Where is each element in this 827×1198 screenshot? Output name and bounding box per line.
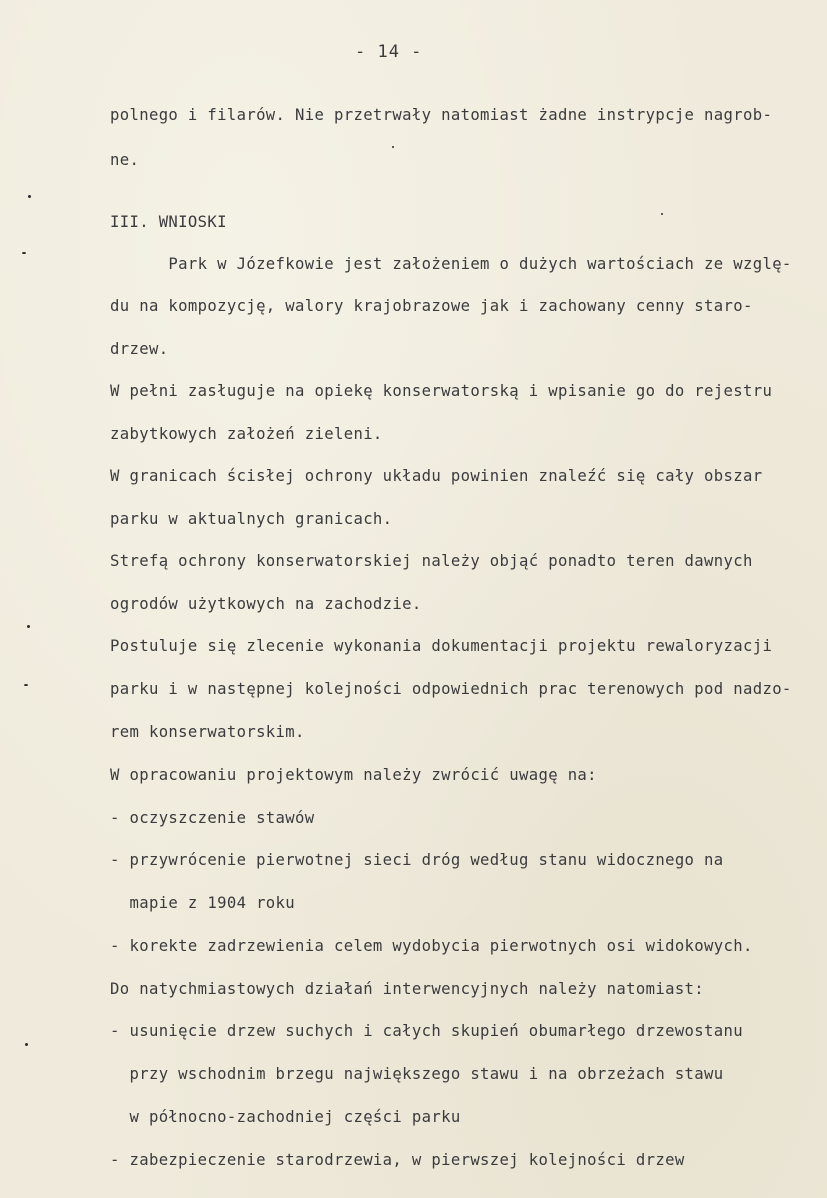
list-item: - oczyszczenie stawów [110,809,315,827]
page-number: - 14 - [355,42,423,62]
scan-speck [661,213,663,215]
list-item: mapie z 1904 roku [110,894,296,912]
scan-speck [28,195,31,198]
text-line: parku i w następnej kolejności odpowiednich prac terenowych pod nadzo- [110,680,792,698]
list-item: w północno-zachodniej części parku [110,1108,461,1126]
scan-speck [25,1043,28,1046]
scan-speck [27,625,30,628]
list-item: - przywrócenie pierwotnej sieci dróg według stanu widocznego na [110,851,724,869]
text-line: ogrodów użytkowych na zachodzie. [110,595,422,613]
text-line: Postuluje się zlecenie wykonania dokumentacji projektu rewaloryzacji [110,637,773,655]
list-item: - usunięcie drzew suchych i całych skupień obumarłego drzewostanu [110,1022,743,1040]
list-item: - korekte zadrzewienia celem wydobycia pierwotnych osi widokowych. [110,937,753,955]
scan-speck [22,252,26,254]
list-item: przy wschodnim brzegu największego stawu i na obrzeżach stawu [110,1065,724,1083]
text-line: du na kompozycję, walory krajobrazowe jak i zachowany cenny staro- [110,297,753,315]
text-line: W opracowaniu projektowym należy zwrócić uwagę na: [110,766,597,784]
text-line: ne. [110,151,140,169]
text-line: drzew. [110,340,169,358]
list-item: - zabezpieczenie starodrzewia, w pierwszej kolejności drzew [110,1151,685,1169]
text-line: parku w aktualnych granicach. [110,510,393,528]
text-line: Do natychmiastowych działań interwencyjnych należy natomiast: [110,980,705,998]
text-line: Park w Józefkowie jest założeniem o dużych wartościach ze wzglę- [110,255,792,273]
text-line: Strefą ochrony konserwatorskiej należy objąć ponadto teren dawnych [110,552,753,570]
section-heading: III. WNIOSKI [110,213,227,231]
text-line: W pełni zasługuje na opiekę konserwatorską i wpisanie go do rejestru [110,382,773,400]
scan-speck [24,684,28,686]
text-line: rem konserwatorskim. [110,723,305,741]
text-line: zabytkowych założeń zieleni. [110,425,383,443]
text-line: polnego i filarów. Nie przetrwały natomiast żadne instrypcje nagrob- [110,106,773,124]
scan-speck [392,146,394,148]
text-line: W granicach ścisłej ochrony układu powinien znaleźć się cały obszar [110,467,763,485]
